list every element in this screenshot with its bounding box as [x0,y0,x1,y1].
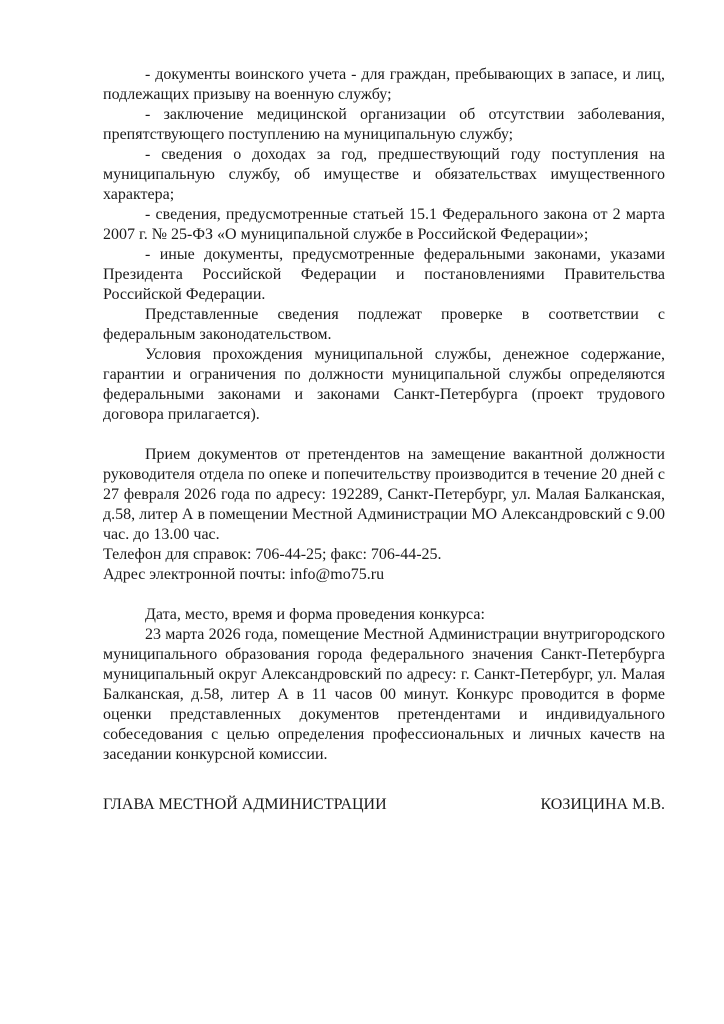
blank-line [103,585,665,605]
paragraph-verification: Представленные сведения подлежат проверке в соответствии с федеральным законодательством. [103,306,665,343]
paragraph-article-15-1: - сведения, предусмотренные статьей 15.1 Федерального закона от 2 марта 2007 г. № 25-ФЗ «О муниципальной службе в Российской Федерации»; [103,206,665,243]
signature-name: КОЗИЦИНА М.В. [540,796,665,813]
signature-block [103,795,665,815]
signature-spacer [103,765,665,795]
paragraph-document-submission: Прием документов от претендентов на замещение вакантной должности руководителя отдела по опеке и попечительству производится в течение 20 дней с 27 февраля 2026 года по адресу: 192289, Санкт-Петербург, ул. Малая Балканская, д.58, литер А в помещении Местной Администрации МО Александровский с 9.00 час. до 13.00 час. [103,446,665,543]
paragraph-income-info: - сведения о доходах за год, предшествующий году поступления на муниципальную службу, об имуществе и обязательствах имущественного характера; [103,146,665,203]
blank-line [103,425,665,445]
paragraph-other-documents: - иные документы, предусмотренные федеральными законами, указами Президента Российской Федерации и постановлениями Правительства Российской Федерации. [103,246,665,303]
paragraph-competition-heading: Дата, место, время и форма проведения конкурса: [145,606,485,623]
signature-title: ГЛАВА МЕСТНОЙ АДМИНИСТРАЦИИ [103,796,387,813]
paragraph-military-records: - документы воинского учета - для граждан, пребывающих в запасе, и лиц, подлежащих призыву на военную службу; [103,66,665,103]
paragraph-competition-details: 23 марта 2026 года, помещение Местной Администрации внутригородского муниципального образования города федерального значения Санкт-Петербурга муниципальный округ Александровский по адресу: г. Санкт-Петербург, ул. Малая Балканская, д.58, литер А в 11 часов 00 минут. Конкурс проводится в форме оценки представленных документов претендентами и индивидуального собеседования с целью определения профессиональных и личных качеств на заседании конкурсной комиссии. [103,626,665,763]
paragraph-medical-certificate: - заключение медицинской организации об отсутствии заболевания, препятствующего поступлению на муниципальную службу; [103,106,665,143]
paragraph-email: Адрес электронной почты: info@mo75.ru [103,566,385,583]
paragraph-phone: Телефон для справок: 706-44-25; факс: 706-44-25. [103,546,442,563]
paragraph-service-conditions: Условия прохождения муниципальной службы, денежное содержание, гарантии и ограничения по должности муниципальной службы определяются федеральными законами и законами Санкт-Петербурга (проект трудового договора прилагается). [103,346,665,423]
